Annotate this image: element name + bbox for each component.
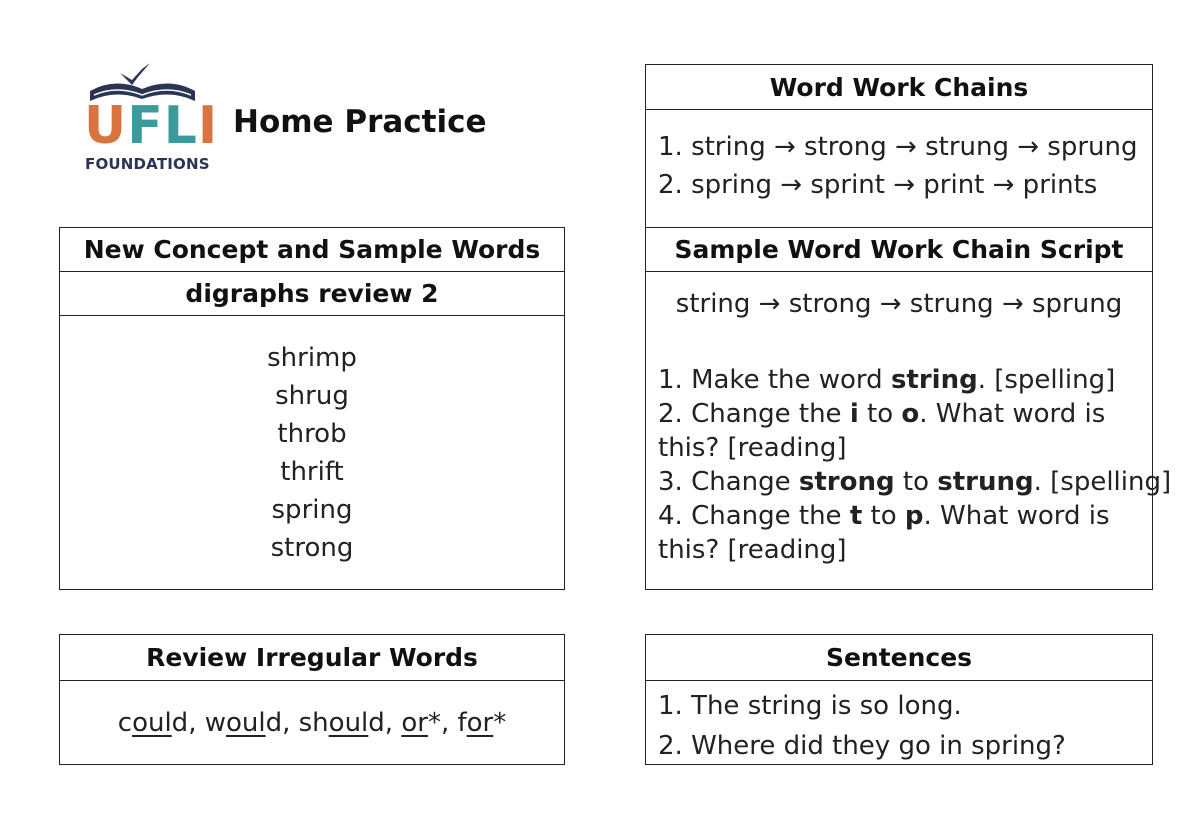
- chain-script-header: Sample Word Work Chain Script: [646, 228, 1152, 272]
- sample-word: throb: [277, 419, 347, 449]
- script-step-continued: this? [reading]: [658, 535, 847, 565]
- page-title: Home Practice: [233, 104, 487, 140]
- new-concept-box: [59, 227, 565, 590]
- logo-letter: U: [84, 96, 128, 156]
- irregular-word: or*: [401, 708, 441, 738]
- irregular-words-header: Review Irregular Words: [60, 635, 564, 681]
- chain-item: 1. string → strong → strung → sprung: [658, 132, 1138, 162]
- script-step: 1. Make the word string. [spelling]: [658, 365, 1116, 395]
- logo-letter: L: [163, 96, 198, 156]
- sentences-header: Sentences: [646, 635, 1152, 681]
- script-steps: [646, 319, 1172, 567]
- chain-script-box: [645, 227, 1172, 590]
- chain-item: 2. spring → sprint → print → prints: [658, 170, 1098, 200]
- sample-word-list: [60, 316, 564, 571]
- word-chains-header: Word Work Chains: [646, 65, 1152, 110]
- concept-subheader: digraphs review 2: [60, 272, 564, 316]
- script-step: 3. Change strong to strung. [spelling]: [658, 467, 1172, 497]
- logo-wordmark: [84, 96, 219, 156]
- new-concept-header: New Concept and Sample Words: [60, 228, 564, 272]
- sample-word: spring: [271, 495, 353, 525]
- word-chains-box: [645, 64, 1153, 228]
- sentence-item: 2. Where did they go in spring?: [658, 731, 1066, 761]
- sample-word: shrimp: [267, 343, 357, 373]
- script-step-continued: this? [reading]: [658, 433, 847, 463]
- sentences-box: [645, 634, 1153, 765]
- irregular-words-box: [59, 634, 565, 765]
- logo-letter: F: [127, 96, 164, 156]
- sample-word: strong: [270, 533, 354, 563]
- irregular-words-line: could, would, should, or*, for*: [117, 708, 507, 738]
- sample-word: shrug: [275, 381, 349, 411]
- irregular-word: for*: [457, 708, 507, 738]
- script-step: 4. Change the t to p. What word is: [658, 501, 1110, 531]
- irregular-word: should: [298, 708, 385, 738]
- logo-letter: I: [197, 96, 219, 156]
- ufli-logo: [80, 55, 219, 185]
- logo-subtitle: FOUNDATIONS: [85, 155, 210, 173]
- sample-word: thrift: [280, 457, 344, 487]
- sentence-item: 1. The string is so long.: [658, 691, 962, 721]
- script-chain: string → strong → strung → sprung: [675, 289, 1123, 319]
- irregular-word: could: [117, 708, 189, 738]
- script-step: 2. Change the i to o. What word is: [658, 399, 1106, 429]
- irregular-word: would: [204, 708, 283, 738]
